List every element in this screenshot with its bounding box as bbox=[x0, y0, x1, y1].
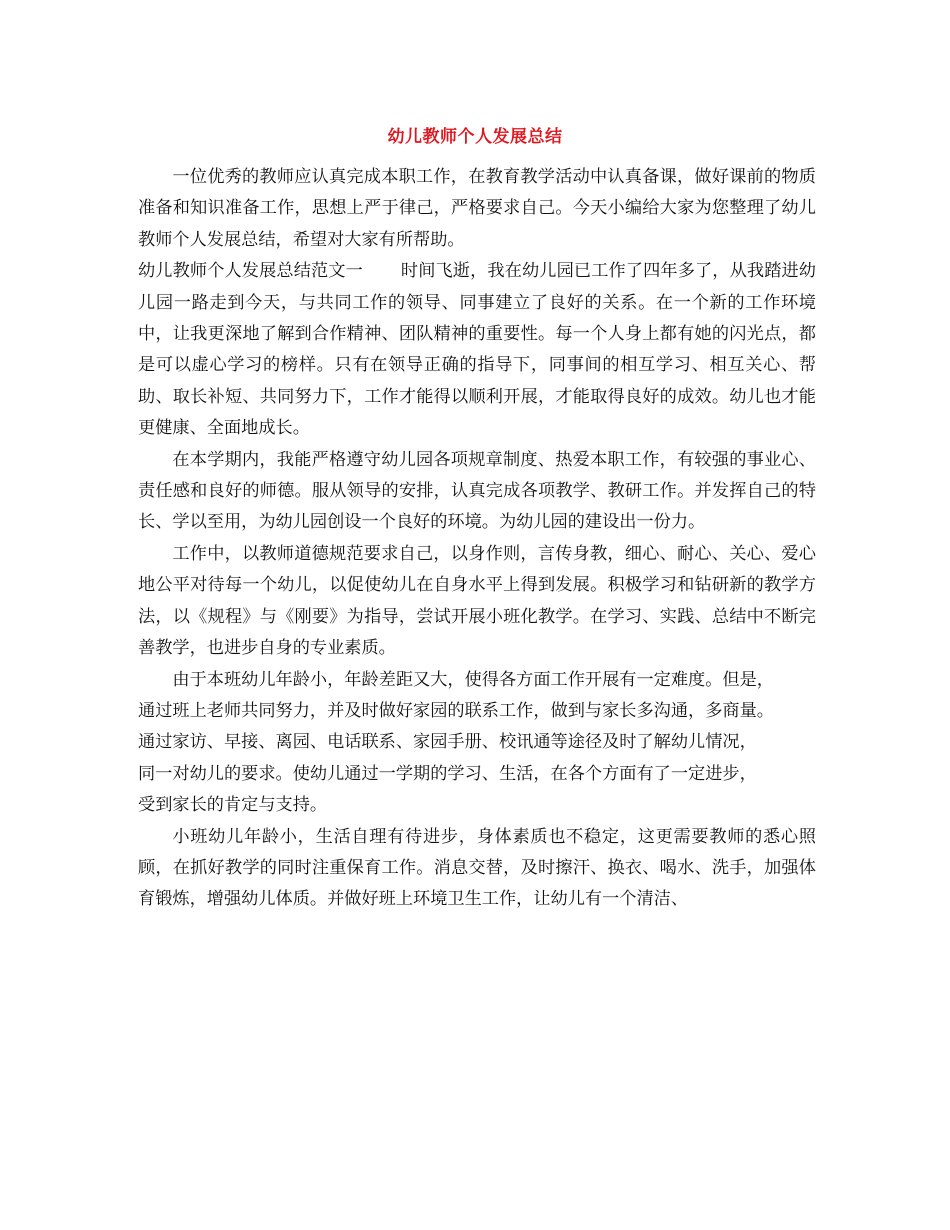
intro-paragraph: 一位优秀的教师应认真完成本职工作，在教育教学活动中认真备课，做好课前的物质准备和知识准备工作，思想上严于律己，严格要求自己。今天小编给大家为您整理了幼儿教师个人发展总结，希望对大家有所帮助。 bbox=[138, 167, 816, 250]
document-title: 幼儿教师个人发展总结 bbox=[387, 127, 563, 147]
section-heading: 幼儿教师个人发展总结范文一 bbox=[138, 261, 363, 282]
paragraph-line: 由于本班幼儿年龄小，年龄差距又大，使得各方面工作开展有一定难度。但是， bbox=[172, 669, 774, 690]
paragraph-line: 同一对幼儿的要求。使幼儿通过一学期的学习、生活，在各个方面有了一定进步， bbox=[138, 763, 757, 784]
body-paragraph: 在本学期内，我能严格遵守幼儿园各项规章制度、热爱本职工作，有较强的事业心、责任感和良好的师德。服从领导的安排，认真完成各项教学、教研工作。并发挥自己的特长、学以至用，为幼儿园创设一个良好的环境。为幼儿园的建设出一份力。 bbox=[138, 449, 816, 533]
body-paragraph: 小班幼儿年龄小，生活自理有待进步，身体素质也不稳定，这更需要教师的悉心照顾，在抓好教学的同时注重保育工作。消息交替，及时擦汗、换衣、喝水、洗手，加强体育锻炼，增强幼儿体质。并做好班上环境卫生工作，让幼儿有一个清洁、 bbox=[138, 826, 816, 910]
section-first-text: 时间飞逝，我在幼儿园已工作了四年多了，从我踏进幼儿园一路走到今天，与共同工作的领导、同事建立了良好的关系。在一个新的工作环境中，让我更深地了解到合作精神、团队精神的重要性。每一个人身上都有她的闪光点，都是可以虚心学习的榜样。只有在领导正确的指导下，同事间的相互学习、相互关心、帮助、取长补短、共同努力下，工作才能得以顺利开展，才能取得良好的成效。幼儿也才能更健康、全面地成长。 bbox=[138, 261, 816, 439]
family-contact-paragraph bbox=[138, 665, 816, 822]
document-body bbox=[138, 162, 816, 916]
body-paragraph: 工作中，以教师道德规范要求自己，以身作则，言传身教，细心、耐心、关心、爱心地公平对待每一个幼儿，以促使幼儿在自身水平上得到发展。积极学习和钻研新的教学方法，以《规程》与《刚要》为指导，尝试开展小班化教学。在学习、实践、总结中不断完善教学，也进步自身的专业素质。 bbox=[138, 543, 816, 659]
paragraph-line: 通过家访、早接、离园、电话联系、家园手册、校讯通等途径及时了解幼儿情况， bbox=[138, 732, 757, 753]
paragraph-line: 通过班上老师共同努力，并及时做好家园的联系工作，做到与家长多沟通，多商量。 bbox=[138, 700, 774, 721]
section-first-paragraph bbox=[138, 256, 816, 444]
paragraph-line: 受到家长的肯定与支持。 bbox=[138, 795, 328, 816]
